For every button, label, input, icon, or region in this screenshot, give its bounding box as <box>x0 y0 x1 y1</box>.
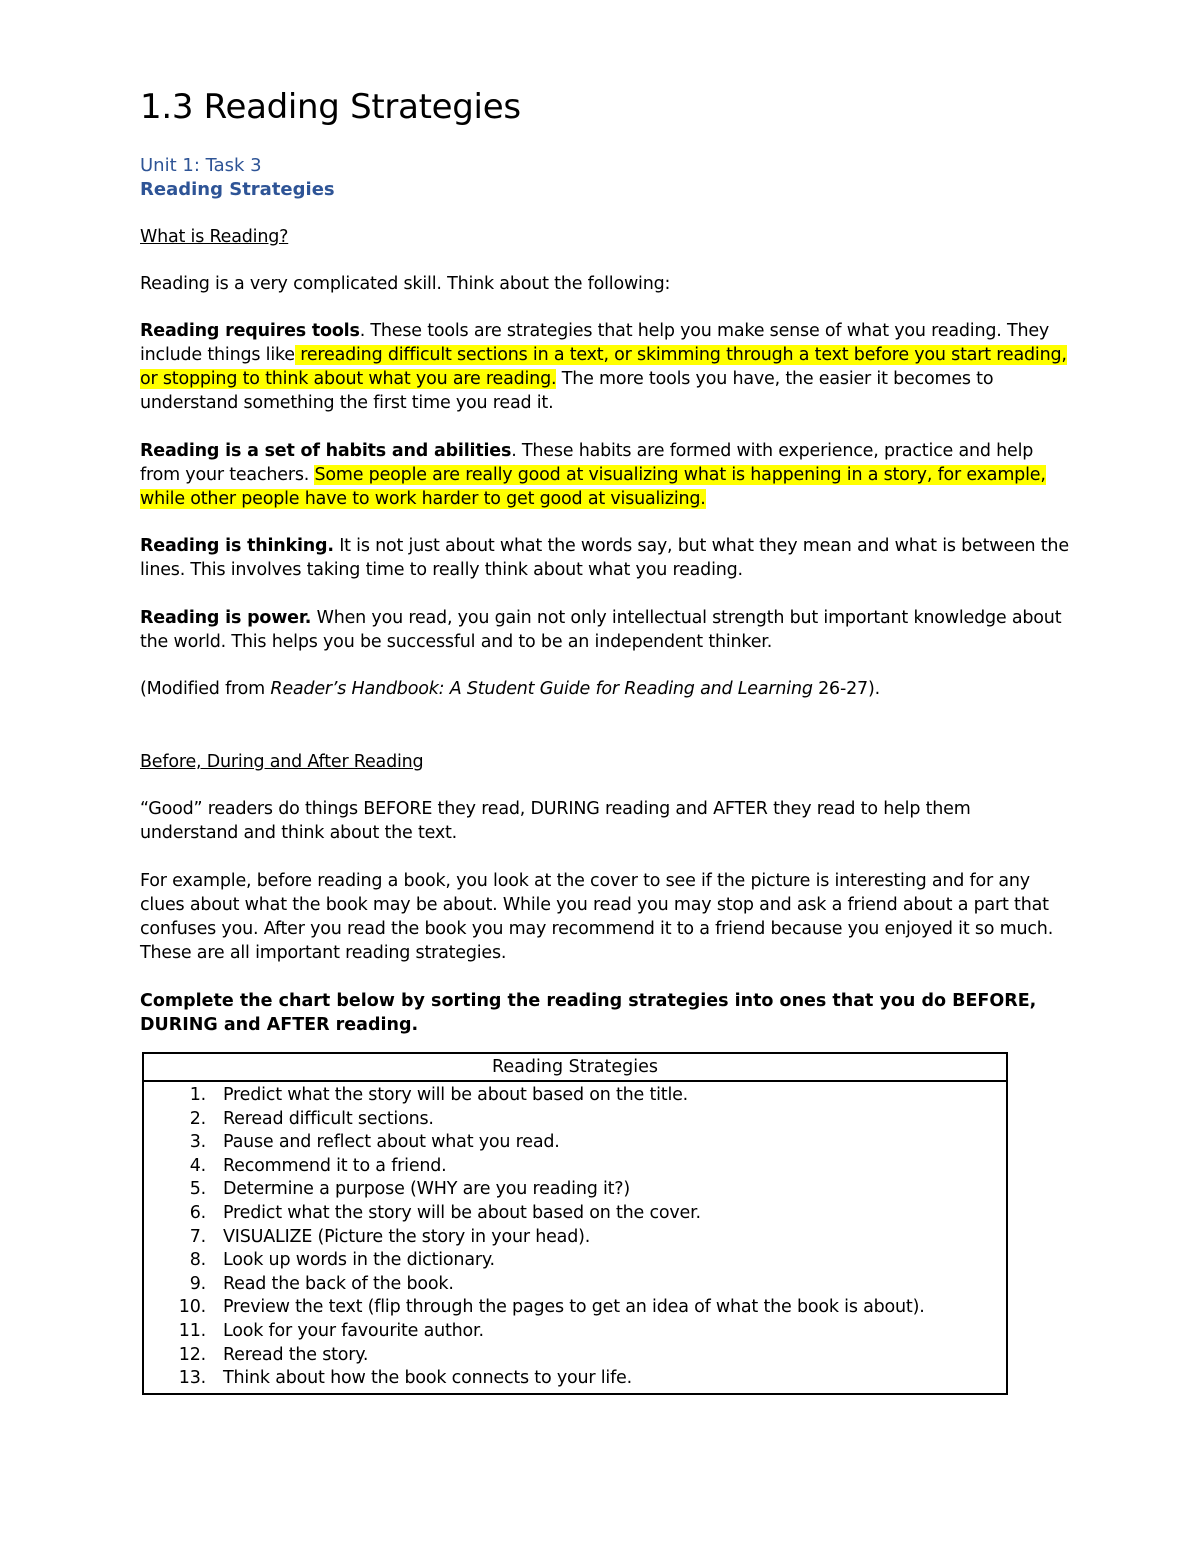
paragraph-text: It is not just about what the words say, but what they mean and what is between the lines. This involves taking time to really think about what you reading. <box>140 536 1069 580</box>
list-item-text: Predict what the story will be about based on the title. <box>223 1085 689 1105</box>
bold-lead: Reading is thinking. <box>140 536 334 556</box>
highlighted-text: Some people are really good at visualizing what is happening in a story, for example, while other people have to work harder to get good at visualizing. <box>140 465 1046 509</box>
paragraph-habits-abilities <box>140 439 1070 511</box>
citation-post: 26-27). <box>812 679 880 699</box>
bold-lead: Reading requires tools <box>140 321 360 341</box>
chart-instruction: Complete the chart below by sorting the reading strategies into ones that you do BEFORE, DURING and AFTER reading. <box>140 991 1037 1035</box>
list-item-text: Reread the story. <box>223 1344 369 1365</box>
list-item <box>144 1367 1006 1391</box>
list-item <box>144 1108 1006 1132</box>
section-heading-what-is-reading: What is Reading? <box>140 227 289 247</box>
list-item-text: Recommend it to a friend. <box>223 1155 447 1176</box>
strategies-list <box>144 1082 1006 1393</box>
list-item <box>144 1320 1006 1344</box>
list-item-text: Pause and reflect about what you read. <box>223 1132 560 1153</box>
list-item-number: 10. <box>178 1297 206 1318</box>
paragraph-text: The more tools you have, the easier it becomes to understand something the first time you read it. <box>140 369 994 413</box>
list-item-text: Preview the text (flip through the pages to get an idea of what the book is about). <box>223 1297 925 1318</box>
list-item-text: Reread difficult sections. <box>223 1108 434 1129</box>
list-item <box>144 1202 1006 1226</box>
list-item <box>144 1296 1006 1320</box>
list-item-text: Read the back of the book. <box>223 1273 454 1294</box>
intro-paragraph: Reading is a very complicated skill. Think about the following: <box>140 274 671 294</box>
table-header: Reading Strategies <box>144 1054 1006 1082</box>
document-page <box>140 80 1070 1037</box>
list-item <box>144 1226 1006 1250</box>
list-item-text: Predict what the story will be about based on the cover. <box>223 1202 701 1223</box>
list-item <box>144 1084 1006 1108</box>
unit-subtitle: Reading Strategies <box>140 179 335 200</box>
list-item <box>144 1344 1006 1368</box>
section-heading-before-during-after: Before, During and After Reading <box>140 752 424 772</box>
list-item-number: 1. <box>189 1085 206 1105</box>
unit-label: Unit 1: Task 3 <box>140 155 262 176</box>
citation-pre: (Modified from <box>140 679 271 699</box>
reading-strategies-table <box>142 1052 1008 1395</box>
list-item-number: 3. <box>189 1132 206 1153</box>
paragraph-reading-is-power <box>140 606 1070 654</box>
page-title: 1.3 Reading Strategies <box>140 87 521 127</box>
list-item <box>144 1273 1006 1297</box>
list-item <box>144 1131 1006 1155</box>
list-item-number: 6. <box>189 1202 206 1223</box>
paragraph-example: For example, before reading a book, you look at the cover to see if the picture is interesting and for any clues about what the book may be about. While you read you may stop and ask a friend about a part that confuses you. After you read the book you may recommend it to a friend because you enjoyed it so much. These are all important reading strategies. <box>140 871 1054 963</box>
citation <box>140 677 1070 701</box>
list-item <box>144 1178 1006 1202</box>
list-item-number: 2. <box>189 1108 206 1129</box>
list-item <box>144 1155 1006 1179</box>
bold-lead: Reading is power. <box>140 608 312 628</box>
paragraph-text: . These habits are formed with experience, practice and help from your teachers. <box>140 441 1034 485</box>
list-item-text: Think about how the book connects to your life. <box>223 1368 632 1389</box>
list-item-text: Determine a purpose (WHY are you reading it?) <box>223 1179 631 1200</box>
list-item-number: 8. <box>189 1250 206 1271</box>
highlighted-text: rereading difficult sections in a text, or skimming through a text before you start reading, or stopping to think about what you are reading. <box>140 345 1067 389</box>
paragraph-text: . These tools are strategies that help you make sense of what you reading. They include things like <box>140 321 1050 365</box>
list-item-number: 13. <box>178 1368 206 1389</box>
list-item-text: Look up words in the dictionary. <box>223 1250 495 1271</box>
list-item-text: VISUALIZE (Picture the story in your head). <box>223 1226 591 1247</box>
paragraph-reading-is-thinking <box>140 534 1070 582</box>
list-item-text: Look for your favourite author. <box>223 1320 484 1341</box>
list-item <box>144 1249 1006 1273</box>
paragraph-text: When you read, you gain not only intellectual strength but important knowledge about the world. This helps you be successful and to be an independent thinker. <box>140 608 1062 652</box>
bold-lead: Reading is a set of habits and abilities <box>140 441 512 461</box>
list-item-number: 12. <box>178 1344 206 1365</box>
list-item-number: 5. <box>189 1179 206 1200</box>
paragraph-reading-requires-tools <box>140 319 1070 415</box>
list-item-number: 4. <box>189 1155 206 1176</box>
list-item-number: 7. <box>189 1226 206 1247</box>
paragraph-good-readers: “Good” readers do things BEFORE they read, DURING reading and AFTER they read to help them understand and think about the text. <box>140 799 971 843</box>
list-item-number: 9. <box>189 1273 206 1294</box>
citation-title: Reader’s Handbook: A Student Guide for Reading and Learning <box>270 679 813 699</box>
list-item-number: 11. <box>178 1320 206 1341</box>
